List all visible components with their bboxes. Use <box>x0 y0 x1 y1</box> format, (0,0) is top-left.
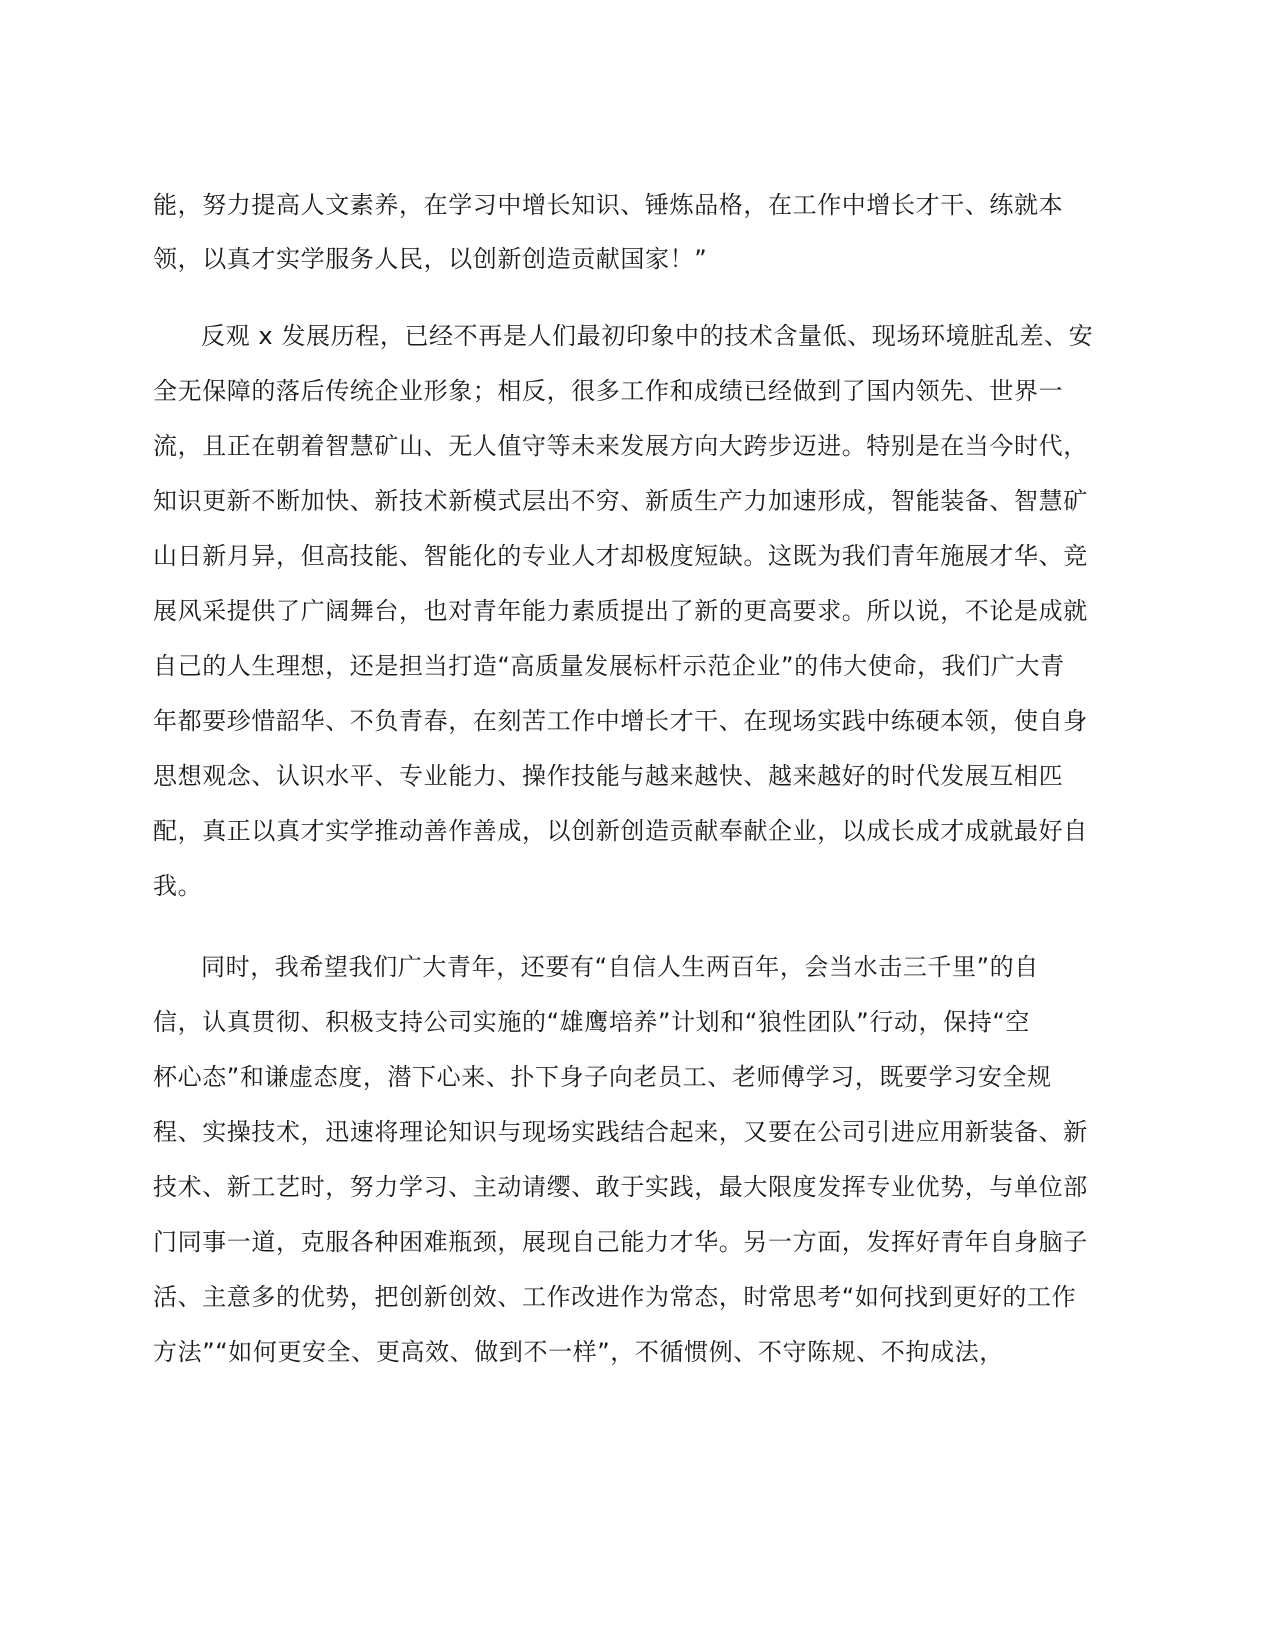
text-line: 反观 x 发展历程，已经不再是人们最初印象中的技术含量低、现场环境脏乱差、安 <box>201 322 1094 350</box>
text-line: 我。 <box>153 872 203 900</box>
text-line: 能，努力提高人文素养，在学习中增长知识、锤炼品格，在工作中增长才干、练就本 <box>153 191 1064 219</box>
text-line: 信，认真贯彻、积极支持公司实施的“雄鹰培养”计划和“狼性团队”行动，保持“空 <box>153 1008 1030 1036</box>
text-line: 流，且正在朝着智慧矿山、无人值守等未来发展方向大跨步迈进。特别是在当今时代， <box>153 432 1088 460</box>
text-line: 门同事一道，克服各种困难瓶颈，展现自己能力才华。另一方面，发挥好青年自身脑子 <box>153 1228 1088 1256</box>
text-line: 展风采提供了广阔舞台，也对青年能力素质提出了新的更高要求。所以说，不论是成就 <box>153 597 1088 625</box>
text-line: 年都要珍惜韶华、不负青春，在刻苦工作中增长才干、在现场实践中练硬本领，使自身 <box>153 707 1088 735</box>
text-line: 同时，我希望我们广大青年，还要有“自信人生两百年，会当水击三千里”的自 <box>201 953 1039 981</box>
text-line: 杯心态”和谦虚态度，潜下心来、扑下身子向老员工、老师傅学习，既要学习安全规 <box>153 1063 1052 1091</box>
text-line: 全无保障的落后传统企业形象；相反，很多工作和成绩已经做到了国内领先、世界一 <box>153 377 1064 405</box>
text-line: 方法”“如何更安全、更高效、做到不一样”，不循惯例、不守陈规、不拘成法， <box>153 1338 1004 1366</box>
text-line: 活、主意多的优势，把创新创效、工作改进作为常态，时常思考“如何找到更好的工作 <box>153 1283 1077 1311</box>
text-line: 知识更新不断加快、新技术新模式层出不穷、新质生产力加速形成，智能装备、智慧矿 <box>153 487 1088 515</box>
text-line: 自己的人生理想，还是担当打造“高质量发展标杆示范企业”的伟大使命，我们广大青 <box>153 652 1065 680</box>
text-line: 领，以真才实学服务人民，以创新创造贡献国家！” <box>153 245 708 273</box>
text-line: 山日新月异，但高技能、智能化的专业人才却极度短缺。这既为我们青年施展才华、竞 <box>153 542 1088 570</box>
text-line: 思想观念、认识水平、专业能力、操作技能与越来越快、越来越好的时代发展互相匹 <box>153 762 1064 790</box>
text-line: 程、实操技术，迅速将理论知识与现场实践结合起来，又要在公司引进应用新装备、新 <box>153 1118 1088 1146</box>
text-line: 技术、新工艺时，努力学习、主动请缨、敢于实践，最大限度发挥专业优势，与单位部 <box>153 1173 1088 1201</box>
text-line: 配，真正以真才实学推动善作善成，以创新创造贡献奉献企业，以成长成才成就最好自 <box>153 817 1088 845</box>
